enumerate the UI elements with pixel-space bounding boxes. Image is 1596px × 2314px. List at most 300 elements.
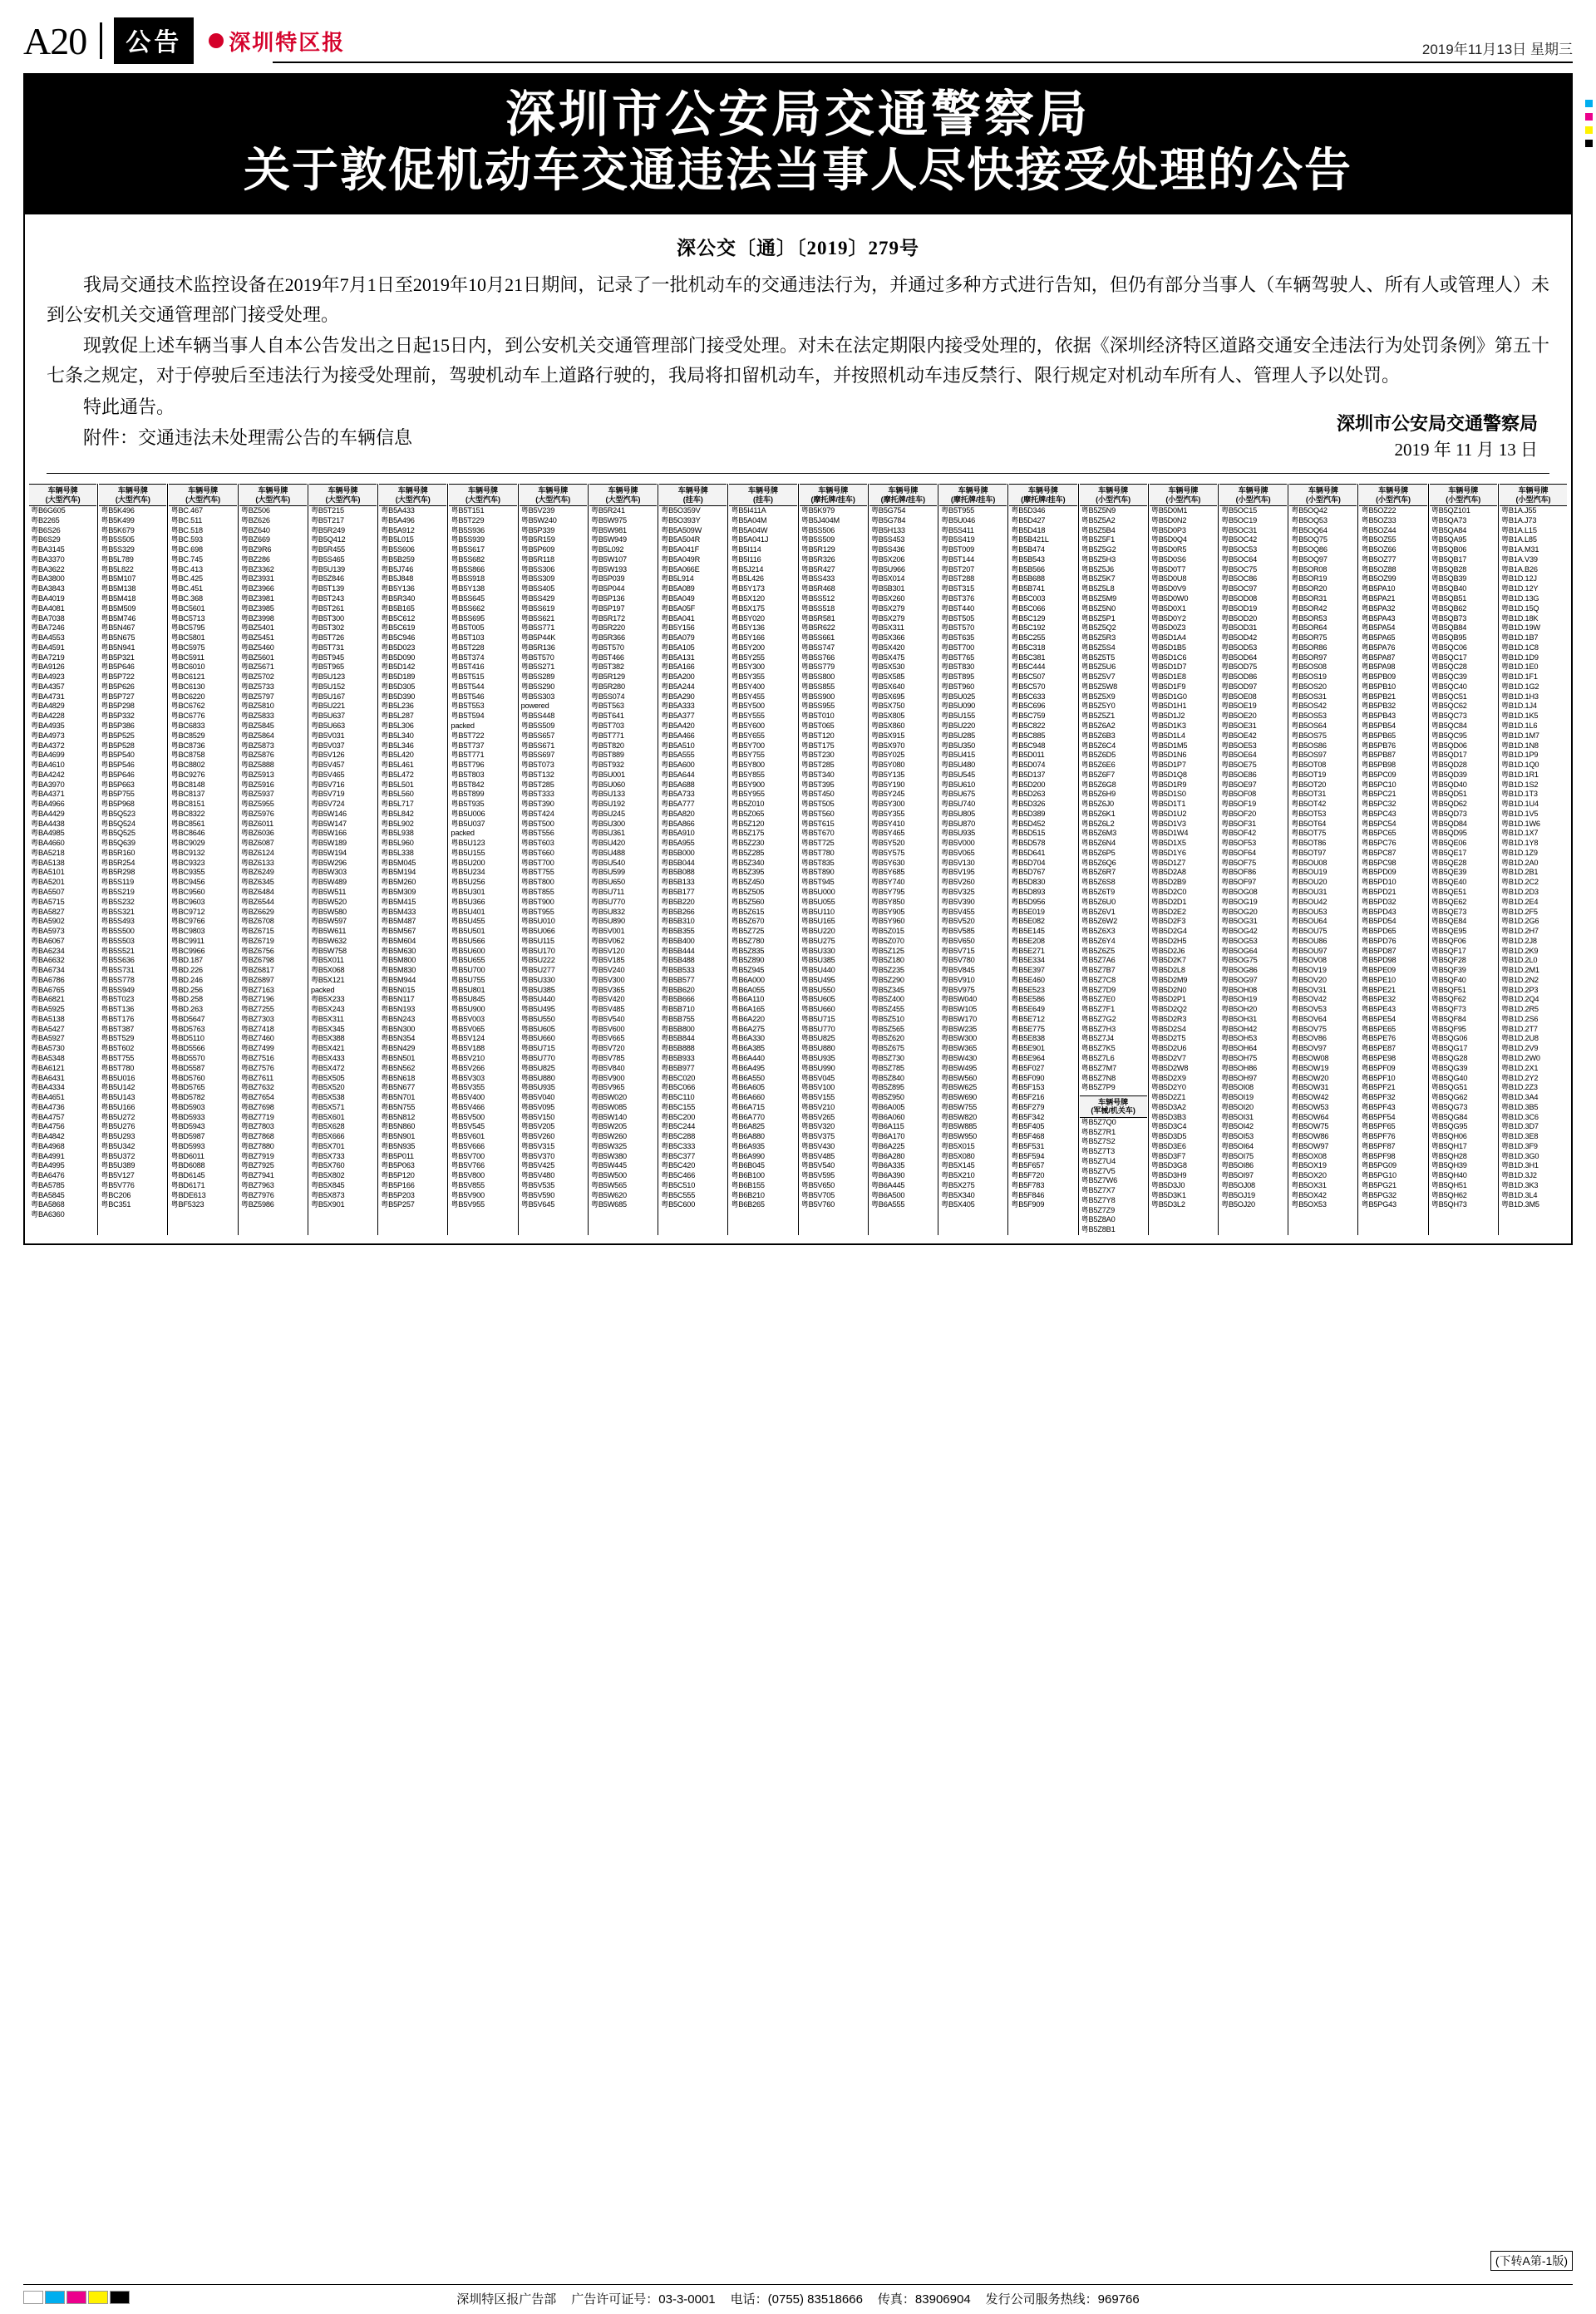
plate-number-cell: 粤B5QD51: [1431, 790, 1467, 799]
plate-number-cell: 粤B5T374: [451, 652, 485, 662]
plate-number-cell: 粤B5Z615: [731, 907, 765, 916]
plate-number-cell: 粤BC9276: [170, 770, 205, 779]
plate-number-cell: 粤B5I114: [731, 545, 761, 554]
plate-number-cell: 粤BA6476: [31, 1171, 65, 1180]
notice-body: [25, 214, 1571, 479]
plate-number-cell: 粤B5PF87: [1361, 1141, 1396, 1150]
plate-number-cell: 粤B6A770: [731, 1112, 765, 1121]
plate-number-cell: 粤B5B177: [661, 887, 695, 896]
plate-number-cell: 粤BA6632: [31, 956, 65, 965]
plate-number-cell: 粤B1D.1W6: [1500, 819, 1540, 828]
plate-number-cell: 粤B5Z7S2: [1081, 1137, 1116, 1146]
plate-number-cell: 粤B5B888: [661, 1044, 695, 1053]
plate-number-cell: 粤B5R136: [520, 643, 555, 652]
plate-number-cell: 粤B5V975: [941, 985, 975, 994]
plate-number-cell: 粤B5T945: [800, 878, 835, 887]
plate-number-cell: 粤B5U660: [520, 1034, 555, 1043]
plate-number-cell: 粤B5B355: [661, 927, 695, 936]
plate-number-cell: 粤B5V590: [520, 1190, 555, 1199]
plate-number-cell: 粤B5T602: [101, 1044, 135, 1053]
plate-number-cell: 粤B5S621: [520, 613, 555, 623]
plate-number-cell: 粤B5P257: [381, 1200, 415, 1209]
plate-number-cell: 粤BC8151: [170, 800, 205, 809]
plate-number-cell: 粤B5R249: [310, 525, 345, 534]
plate-number-cell: 粤B5A041: [661, 613, 695, 623]
plate-number-cell: 粤B6A880: [731, 1132, 765, 1141]
plate-number-cell: 粤BZ286: [240, 554, 270, 564]
plate-number-cell: 粤B5A105: [661, 643, 695, 652]
plate-number-cell: 粤B1D.3D7: [1500, 1122, 1539, 1131]
plate-number-cell: 粤B5A466: [661, 731, 695, 740]
plate-number-cell: 粤B5QG28: [1431, 1054, 1468, 1062]
plate-number-cell: 粤B5P755: [101, 790, 135, 799]
plate-number-cell: 粤B5OR75: [1291, 633, 1328, 643]
plate-number-cell: 粤B5Z345: [870, 985, 904, 994]
plate-number-cell: 粤B5C948: [1011, 741, 1046, 750]
plate-column: [167, 484, 237, 1235]
plate-number-cell: 粤BZ7611: [240, 1073, 273, 1082]
plate-number-cell: 粤B5PD65: [1361, 927, 1396, 936]
plate-number-cell: 粤B5X233: [310, 995, 345, 1004]
plate-number-cell: 粤B5V705: [800, 1190, 835, 1199]
plate-number-cell: 粤B5D1R9: [1150, 780, 1187, 789]
plate-number-cell: 粤B5PE65: [1361, 1024, 1396, 1033]
plate-number-cell: 粤B5QD06: [1431, 741, 1467, 750]
plate-number-cell: 粤B5V766: [451, 1161, 485, 1170]
plate-number-cell: 粤B5A049R: [661, 554, 701, 564]
plate-number-cell: 粤B5W597: [310, 917, 347, 926]
plate-number-cell: 粤B5U550: [520, 1014, 555, 1023]
plate-number-cell: 粤B5Y400: [731, 682, 765, 691]
plate-number-cell: 粤BA6360: [31, 1210, 65, 1219]
plate-number-cell: 粤B5U192: [590, 800, 625, 809]
plate-number-cell: 粤B5U488: [590, 848, 625, 857]
plate-number-cell: 粤B5Z290: [870, 975, 904, 984]
plate-number-cell: 粤B5P339: [520, 525, 555, 534]
plate-number-cell: 粤B5PB32: [1361, 702, 1396, 711]
plate-number-cell: 粤B1D.2M1: [1500, 966, 1539, 975]
plate-number-cell: 粤B5QF28: [1431, 956, 1466, 965]
plate-number-cell: 粤B5OE86: [1220, 770, 1257, 779]
plate-number-cell: 粤B5OJ19: [1220, 1190, 1255, 1199]
plate-number-cell: 粤B5Y136: [381, 584, 415, 593]
plate-number-cell: 粤B5Z565: [870, 1024, 904, 1033]
plate-number-cell: 粤B5D3L2: [1150, 1200, 1185, 1209]
plate-number-cell: 粤B5A333: [661, 702, 695, 711]
plate-number-cell: 粤B5D0P3: [1150, 525, 1186, 534]
plate-number-cell: 粤B5OI53: [1220, 1132, 1254, 1141]
plate-number-cell: 粤B5A910: [661, 829, 695, 838]
plate-number-cell: 粤B5Z6R7: [1081, 868, 1116, 877]
plate-number-cell: 粤BA4968: [31, 1141, 65, 1150]
plate-number-cell: 粤BC.511: [170, 515, 203, 524]
plate-number-cell: 粤BA4334: [31, 1083, 65, 1092]
plate-number-cell: 粤B5X530: [870, 662, 905, 672]
plate-number-cell: 粤B5U055: [800, 897, 835, 906]
plate-number-cell: 粤B5E082: [1011, 917, 1045, 926]
plate-number-cell: 粤B5OS53: [1291, 711, 1327, 721]
plate-number-cell: 粤B5U825: [800, 1034, 835, 1043]
plate-number-cell: 粤B5Z5M9: [1081, 594, 1117, 603]
plate-number-cell: 粤B5T842: [451, 780, 485, 789]
plate-number-cell: 粤B5T855: [520, 887, 554, 896]
plate-number-cell: 粤B1D.13G: [1500, 594, 1539, 603]
plate-number-cell: 粤B5V855: [451, 1180, 485, 1189]
plate-number-cell: 粤B5T333: [520, 790, 554, 799]
plate-number-cell: 粤B5D1E8: [1150, 672, 1186, 682]
plate-number-cell: 粤B5Y410: [870, 819, 905, 828]
plate-number-cell: 粤B5S662: [451, 603, 485, 613]
plate-number-cell: 粤B5V457: [310, 761, 345, 770]
plate-number-cell: 粤B5T820: [590, 741, 624, 750]
plate-number-cell: 粤BC6776: [170, 711, 205, 721]
plate-number-cell: 粤B5X845: [310, 1180, 345, 1189]
plate-number-cell: 粤B5Z7G2: [1081, 1014, 1116, 1023]
plate-number-cell: 粤B5D1V3: [1150, 819, 1186, 828]
plate-number-cell: 粤B5U415: [941, 751, 976, 760]
plate-number-cell: 粤B5T103: [451, 633, 485, 643]
plate-number-cell: 粤B5Z7F1: [1081, 1005, 1115, 1014]
plate-number-cell: 粤B5OT75: [1291, 829, 1327, 838]
plate-number-cell: 粤B5QG40: [1431, 1073, 1468, 1082]
plate-number-cell: 粤B5N015: [381, 985, 416, 994]
plate-number-cell: 粤BZ5401: [240, 623, 274, 633]
plate-number-cell: 粤B5D2Q2: [1150, 1005, 1187, 1014]
plate-number-cell: 粤B5S232: [101, 897, 135, 906]
plate-number-cell: 粤BC9132: [170, 848, 205, 857]
masthead-rule: [273, 62, 1573, 63]
plate-number-cell: 粤B5S271: [520, 662, 555, 672]
plate-number-cell: 粤B1D.1F1: [1500, 672, 1538, 682]
plate-number-cell: 粤BA5507: [31, 887, 65, 896]
plate-number-cell: 粤B5Z8A0: [1081, 1215, 1116, 1224]
plate-number-cell: 粤B6A165: [731, 1005, 765, 1014]
plate-number-cell: 粤B5OH64: [1220, 1044, 1258, 1053]
plate-number-cell: 粤B5D1J2: [1150, 711, 1185, 721]
plate-number-cell: 粤B5OC42: [1220, 535, 1258, 544]
plate-number-cell: 粤B5D263: [1011, 790, 1046, 799]
plate-number-cell: 粤B5D1D7: [1150, 662, 1187, 672]
plate-number-cell: 粤B5Z015: [870, 927, 904, 936]
plate-number-cell: 粤BC6130: [170, 682, 205, 691]
plate-number-cell: 粤B5S766: [800, 652, 835, 662]
plate-number-cell: 粤BD.226: [170, 966, 203, 975]
plate-number-cell: 粤B5QA95: [1431, 535, 1467, 544]
plate-number-cell: 粤B5S433: [800, 574, 835, 583]
plate-number-cell: 粤B5W950: [941, 1132, 978, 1141]
plate-number-cell: 粤B5PE09: [1361, 966, 1396, 975]
plate-number-cell: 粤B5V840: [590, 1063, 625, 1072]
plate-number-cell: 粤B5S900: [800, 692, 835, 701]
color-swatches: [23, 2291, 131, 2304]
plate-number-cell: 粤BZ7925: [240, 1161, 274, 1170]
plate-number-cell: 粤BZ7976: [240, 1190, 274, 1199]
plate-number-cell: 粤B5OE97: [1220, 780, 1257, 789]
plate-number-cell: 粤B5QG62: [1431, 1093, 1468, 1102]
plate-number-cell: 粤B5V455: [941, 907, 975, 916]
plate-number-cell: 粤B5OQ86: [1291, 545, 1328, 554]
plate-number-cell: 粤B5OG53: [1220, 936, 1258, 945]
plate-number-cell: 粤B5T641: [590, 711, 624, 721]
plate-number-cell: 粤B5C333: [661, 1141, 696, 1150]
plate-column: [868, 484, 938, 1235]
plate-number-cell: 粤B5Y700: [731, 741, 765, 750]
plate-number-cell: 粤B5T889: [590, 751, 624, 760]
plate-number-cell: 粤B5Z6G8: [1081, 780, 1116, 789]
plate-number-cell: 粤B5W170: [941, 1014, 978, 1023]
plate-number-cell: 粤B5Z7W6: [1081, 1176, 1118, 1185]
plate-number-cell: 粤B5C759: [1011, 711, 1046, 721]
plate-number-cell: 粤B5S731: [101, 966, 135, 975]
plate-number-cell: 粤B5V900: [451, 1190, 485, 1199]
plate-number-cell: 粤B5A079: [661, 633, 695, 643]
plate-number-cell: 粤BZ7632: [240, 1083, 274, 1092]
plate-number-cell: 粤B5Z7N8: [1081, 1073, 1116, 1082]
plate-number-cell: 粤B5V265: [800, 1112, 835, 1121]
plate-number-cell: 粤B5Y166: [731, 633, 765, 643]
plate-number-cell: 粤B5P44K: [520, 633, 556, 643]
plate-number-cell: 粤B5PA87: [1361, 652, 1396, 662]
plate-number-cell: 粤B5T285: [520, 780, 554, 789]
plate-number-cell: 粤BZ7460: [240, 1034, 274, 1043]
plate-number-cell: 粤BA6821: [31, 995, 65, 1004]
plate-number-cell: 粤BC6010: [170, 662, 205, 672]
plate-number-cell: 粤B5T261: [310, 603, 344, 613]
plate-number-cell: 粤B5Q525: [101, 829, 135, 838]
plate-number-cell: 粤B5T771: [590, 731, 624, 740]
plate-number-cell: 粤B5PC10: [1361, 780, 1396, 789]
plate-number-cell: 粤B5A049: [661, 594, 695, 603]
plate-number-cell: 粤B5D2W8: [1150, 1063, 1189, 1072]
plate-number-cell: 粤BD5110: [170, 1034, 204, 1043]
plate-number-cell: 粤B5PD10: [1361, 878, 1396, 887]
plate-number-cell: 粤B5C885: [1011, 731, 1046, 740]
plate-number-cell: 粤B5C377: [661, 1151, 696, 1160]
plate-number-cell: 粤B5T340: [800, 770, 835, 779]
plate-number-cell: 粤B5Z675: [870, 1044, 904, 1053]
plate-number-cell: 粤B5QE39: [1431, 868, 1467, 877]
plate-number-cell: 粤B5N117: [381, 995, 415, 1004]
plate-number-cell: 粤B5OU20: [1291, 878, 1328, 887]
plate-number-cell: 粤B5A041F: [661, 545, 700, 554]
plate-number-cell: 粤B5QE17: [1431, 848, 1467, 857]
plate-number-cell: 粤B5D0Y2: [1150, 613, 1186, 623]
plate-number-cell: 粤B5Z6W2: [1081, 917, 1118, 926]
plate-number-cell: 粤B5U660: [800, 1005, 835, 1014]
plate-number-cell: 粤B5QF62: [1431, 995, 1466, 1004]
plate-number-cell: 粤B5PC76: [1361, 839, 1396, 848]
plate-number-cell: 粤B5Z120: [731, 819, 765, 828]
plate-number-cell: 粤B5OE64: [1220, 751, 1257, 760]
plate-number-cell: 粤BA5427: [31, 1024, 65, 1033]
plate-number-cell: 粤B5V370: [520, 1151, 555, 1160]
plate-number-cell: 粤B5U990: [800, 1063, 835, 1072]
plate-number-cell: 粤B5C003: [1011, 594, 1046, 603]
plate-number-cell: 粤B5X340: [941, 1190, 975, 1199]
plate-number-cell: 粤B5V585: [941, 927, 975, 936]
plate-number-cell: 粤B5R159: [520, 535, 555, 544]
plate-number-cell: 粤B5PE32: [1361, 995, 1396, 1004]
plate-number-cell: 粤B5QG51: [1431, 1083, 1468, 1092]
plate-number-cell: 粤B6G605: [31, 506, 66, 515]
plate-number-cell: 粤BC8561: [170, 819, 205, 828]
plate-number-cell: 粤B5F468: [1011, 1132, 1045, 1141]
plate-number-cell: 粤B5T151: [451, 506, 485, 515]
plate-number-cell: 粤B5V100: [800, 1083, 835, 1092]
plate-number-cell: 粤B5U650: [590, 878, 625, 887]
plate-number-cell: 粤BA5868: [31, 1200, 65, 1209]
plate-number-cell: 粤B5W820: [941, 1112, 978, 1121]
plate-number-cell: 粤B5Z505: [731, 887, 765, 896]
plate-number-cell: 粤B5OF42: [1220, 829, 1256, 838]
plate-number-cell: 粤B1D.2N2: [1500, 975, 1539, 984]
plate-number-cell: 粤B5V325: [941, 887, 975, 896]
plate-number-cell: 粤B5L501: [381, 780, 414, 789]
plate-number-cell: 粤B6B210: [731, 1190, 765, 1199]
plate-number-cell: 粤B5U715: [520, 1044, 555, 1053]
plate-number-cell: 粤B5V300: [590, 975, 625, 984]
plate-number-cell: 粤B5W240: [520, 515, 557, 524]
plate-number-cell: 粤B5I116: [731, 554, 761, 564]
plate-number-cell: 粤B5T755: [101, 1054, 135, 1062]
plate-number-cell: 粤B5Z945: [731, 966, 765, 975]
plate-number-cell: 粤B5S448: [520, 711, 555, 721]
plate-number-cell: 粤BC8529: [170, 731, 205, 740]
plate-number-cell: 粤B5U090: [941, 702, 976, 711]
plate-number-cell: 粤B5M415: [381, 897, 416, 906]
plate-number-cell: 粤B5PG10: [1361, 1171, 1396, 1180]
plate-number-cell: 粤B5D1P7: [1150, 761, 1186, 770]
plate-number-cell: 粤B5Q639: [101, 839, 135, 848]
notice-paragraph-2: 现敦促上述车辆当事人自本公告发出之日起15日内，到公安机关交通管理部门接受处理。对未在法定期限内接受处理的，依据《深圳经济特区道路交通安全违法行为处罚条例》第五十七条之规定，对于停驶后至违法行为接受处理前，驾驶机动车上道路行驶的，我局将扣留机动车，并按照机动车违反禁行、限行规定对机动车所有人、管理人予以处罚。: [47, 335, 1549, 386]
plate-number-cell: 粤BC9712: [170, 907, 205, 916]
plate-number-cell: 粤BA4991: [31, 1151, 65, 1160]
plate-number-cell: 粤B5OI64: [1220, 1141, 1254, 1150]
plate-number-cell: 粤B5OZ88: [1361, 564, 1396, 574]
plate-number-cell: 粤B5Z5R3: [1081, 633, 1116, 643]
plate-number-cell: 粤B5W511: [310, 887, 347, 896]
plate-column-header: 车辆号牌 (大型汽车): [589, 484, 657, 506]
plate-number-cell: 粤B5QH28: [1431, 1151, 1467, 1160]
plate-number-cell: 粤B5OD86: [1220, 672, 1258, 682]
plate-number-cell: 粤B5B000: [661, 848, 695, 857]
plate-number-cell: 粤B5S509: [800, 535, 835, 544]
plate-number-cell: 粤B5D3H9: [1150, 1171, 1187, 1180]
plate-number-cell: 粤B5A420: [661, 721, 695, 730]
plate-number-cell: 粤BC8148: [170, 780, 205, 789]
plate-number-cell: 粤B5P528: [101, 741, 135, 750]
plate-number-cell: 粤B1D.2S6: [1500, 1014, 1539, 1023]
plate-number-cell: 粤B5V716: [310, 780, 345, 789]
plate-number-cell: 粤B5V210: [451, 1054, 485, 1062]
plate-number-cell: 粤B5D641: [1011, 848, 1046, 857]
plate-number-cell: 粤B5T144: [941, 554, 975, 564]
plate-number-cell: 粤B5S617: [451, 545, 485, 554]
plate-number-cell: 粤B5PA98: [1361, 662, 1396, 672]
plate-number-cell: 粤B5H133: [870, 525, 905, 534]
plate-number-cell: 粤B5X279: [870, 603, 905, 613]
plate-number-cell: 粤B5T560: [800, 809, 835, 818]
plate-column: [588, 484, 658, 1235]
plate-number-cell: 粤B5S645: [451, 594, 485, 603]
plate-number-cell: 粤B5V545: [451, 1122, 485, 1131]
plate-number-cell: 粤B5QB73: [1431, 613, 1467, 623]
plate-number-cell: 粤B5OV08: [1291, 956, 1327, 965]
plate-number-cell: 粤B5R220: [590, 623, 625, 633]
plate-number-cell: 粤B5Z6B3: [1081, 731, 1116, 740]
plate-number-cell: 粤BZ7698: [240, 1102, 274, 1111]
plate-number-cell: 粤B5T243: [310, 594, 344, 603]
plate-number-cell: 粤B5B220: [661, 897, 695, 906]
plate-number-cell: 粤B5OW31: [1291, 1083, 1329, 1092]
plate-number-cell: 粤B5L902: [381, 819, 414, 828]
plate-number-cell: 粤BA4699: [31, 751, 65, 760]
plate-number-cell: 粤B5OG08: [1220, 887, 1258, 896]
plate-number-cell: 粤B5T960: [941, 682, 975, 691]
plate-number-cell: 粤B5OQ42: [1291, 506, 1328, 515]
plate-number-cell: 粤B5PD43: [1361, 907, 1396, 916]
plate-number-cell: 粤B5U401: [451, 907, 485, 916]
plate-number-cell: 粤B5QE28: [1431, 858, 1467, 867]
plate-number-cell: 粤B5T450: [800, 790, 835, 799]
plate-number-cell: 粤B5Z6K1: [1081, 809, 1116, 818]
plate-number-cell: 粤B5QE95: [1431, 927, 1467, 936]
plate-number-cell: 粤B5X175: [731, 603, 765, 613]
plate-number-cell: 粤B5A04W: [731, 525, 768, 534]
plate-number-cell: 粤B5D0V9: [1150, 584, 1186, 593]
plate-number-cell: 粤B5Z620: [870, 1034, 904, 1043]
plate-number-cell: 粤BC9603: [170, 897, 205, 906]
plate-number-cell: 粤B5X601: [310, 1112, 345, 1121]
plate-number-cell: 粤B5Z5B4: [1081, 525, 1116, 534]
plate-number-cell: 粤B5F657: [1011, 1161, 1045, 1170]
plate-number-cell: 粤B5OX19: [1291, 1161, 1327, 1170]
plate-number-cell: 粤B5D0N2: [1150, 515, 1187, 524]
plate-number-cell: 粤B5B044: [661, 858, 695, 867]
plate-number-cell: 粤B5V485: [590, 1005, 625, 1014]
plate-number-cell: 粤B5S119: [101, 878, 135, 887]
plate-number-cell: 粤B1A.L15: [1500, 525, 1537, 534]
plate-number-cell: packed: [451, 721, 475, 730]
plate-number-cell: 粤B5PC98: [1361, 858, 1396, 867]
plate-number-cell: 粤B5P540: [101, 751, 135, 760]
plate-number-cell: packed: [310, 985, 335, 994]
plate-number-cell: 粤B5K979: [800, 506, 835, 515]
plate-number-cell: 粤B5OX08: [1291, 1151, 1327, 1160]
plate-number-cell: 粤BD.258: [170, 995, 203, 1004]
plate-number-cell: 粤B5Z7C8: [1081, 975, 1116, 984]
plate-number-cell: 粤B5D090: [381, 652, 416, 662]
plate-number-cell: 粤BD.246: [170, 975, 203, 984]
plate-number-cell: 粤B5V600: [590, 1024, 625, 1033]
plate-number-cell: 粤B5OT20: [1291, 780, 1327, 789]
plate-number-cell: 粤B5C110: [661, 1093, 695, 1102]
plate-number-cell: 粤B5OF53: [1220, 839, 1256, 848]
plate-number-cell: 粤B1D.2Y2: [1500, 1073, 1539, 1082]
plate-number-cell: 粤B5U133: [590, 790, 625, 799]
plate-number-cell: 粤B5OV75: [1291, 1024, 1327, 1033]
plate-number-cell: 粤B5V120: [590, 946, 625, 955]
plate-number-cell: 粤B5X901: [310, 1200, 345, 1209]
plate-number-cell: 粤B5L472: [381, 770, 414, 779]
plate-number-cell: 粤BZ5671: [240, 662, 274, 672]
plate-number-cell: 粤B5PB98: [1361, 761, 1396, 770]
plate-number-cell: 粤B5Z6V1: [1081, 907, 1116, 916]
plate-number-cell: 粤B1D.2U8: [1500, 1034, 1539, 1043]
plate-number-cell: 粤B5Q412: [310, 535, 346, 544]
plate-number-cell: 粤B5T725: [800, 839, 835, 848]
plate-number-cell: 粤B5B444: [661, 946, 695, 955]
